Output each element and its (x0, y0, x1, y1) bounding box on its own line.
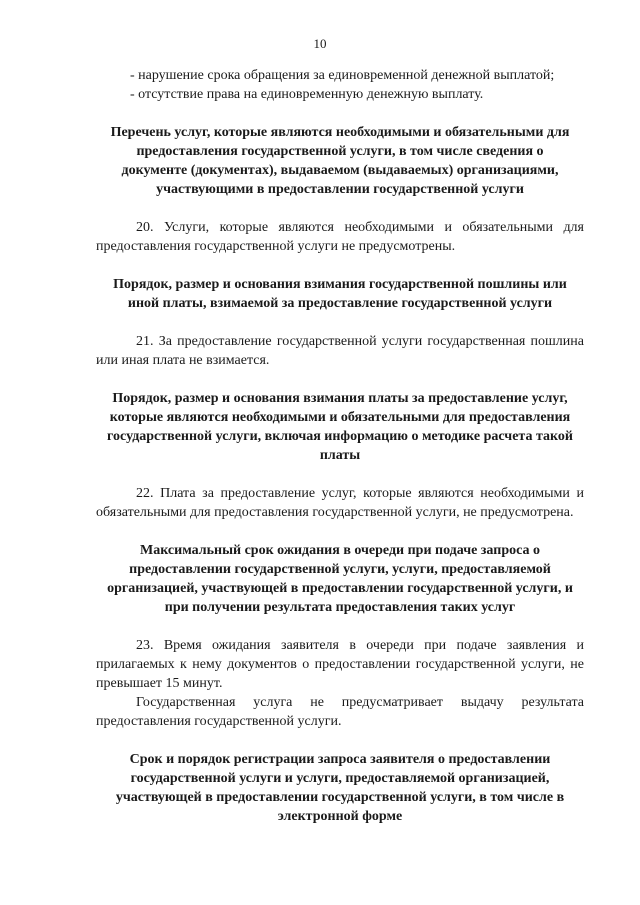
page-number: 10 (313, 36, 327, 51)
paragraph-item-20: 20. Услуги, которые являются необходимыми и обязательными для предоставления государственной услуги не предусмотрены. (96, 220, 584, 254)
list-item: - отсутствие права на единовременную денежную выплату. (130, 87, 484, 102)
section-heading: Перечень услуг, которые являются необходимыми и обязательными для предоставления государственной услуги, в том числе сведения о документе (документах), выдаваемом (выдаваемых) организациями, участвующими в предоставлении государственной услуги (110, 125, 570, 197)
paragraph-item-23-extra: Государственная услуга не предусматривает выдачу результата предоставления государственной услуги. (96, 695, 584, 729)
section-heading: Максимальный срок ожидания в очереди при подаче запроса о предоставлении государственной услуги, услуги, предоставляемой организацией, участвующей в предоставлении государственной услуги, и при получении результата предоставления таких услуг (107, 543, 573, 615)
paragraph-item-22: 22. Плата за предоставление услуг, которые являются необходимыми и обязательными для предоставления государственной услуги, не предусмотрена. (96, 486, 584, 520)
paragraph-item-23: 23. Время ожидания заявителя в очереди при подаче заявления и прилагаемых к нему документов о предоставлении государственной услуги, не превышает 15 минут. (96, 638, 584, 691)
paragraph-item-21: 21. За предоставление государственной услуги государственная пошлина или иная плата не взимается. (96, 334, 584, 368)
section-heading: Срок и порядок регистрации запроса заявителя о предоставлении государственной услуги и услуги, предоставляемой организацией, участвующей в предоставлении государственной услуги, в том числе в электронной форме (115, 752, 565, 824)
section-heading: Порядок, размер и основания взимания государственной пошлины или иной платы, взимаемой за предоставление государственной услуги (113, 277, 567, 311)
list-item: - нарушение срока обращения за единовременной денежной выплатой; (130, 68, 555, 83)
section-heading: Порядок, размер и основания взимания платы за предоставление услуг, которые являются необходимыми и обязательными для предоставления государственной услуги, включая информацию о методике расчета такой платы (107, 391, 573, 463)
document-body (96, 66, 584, 826)
